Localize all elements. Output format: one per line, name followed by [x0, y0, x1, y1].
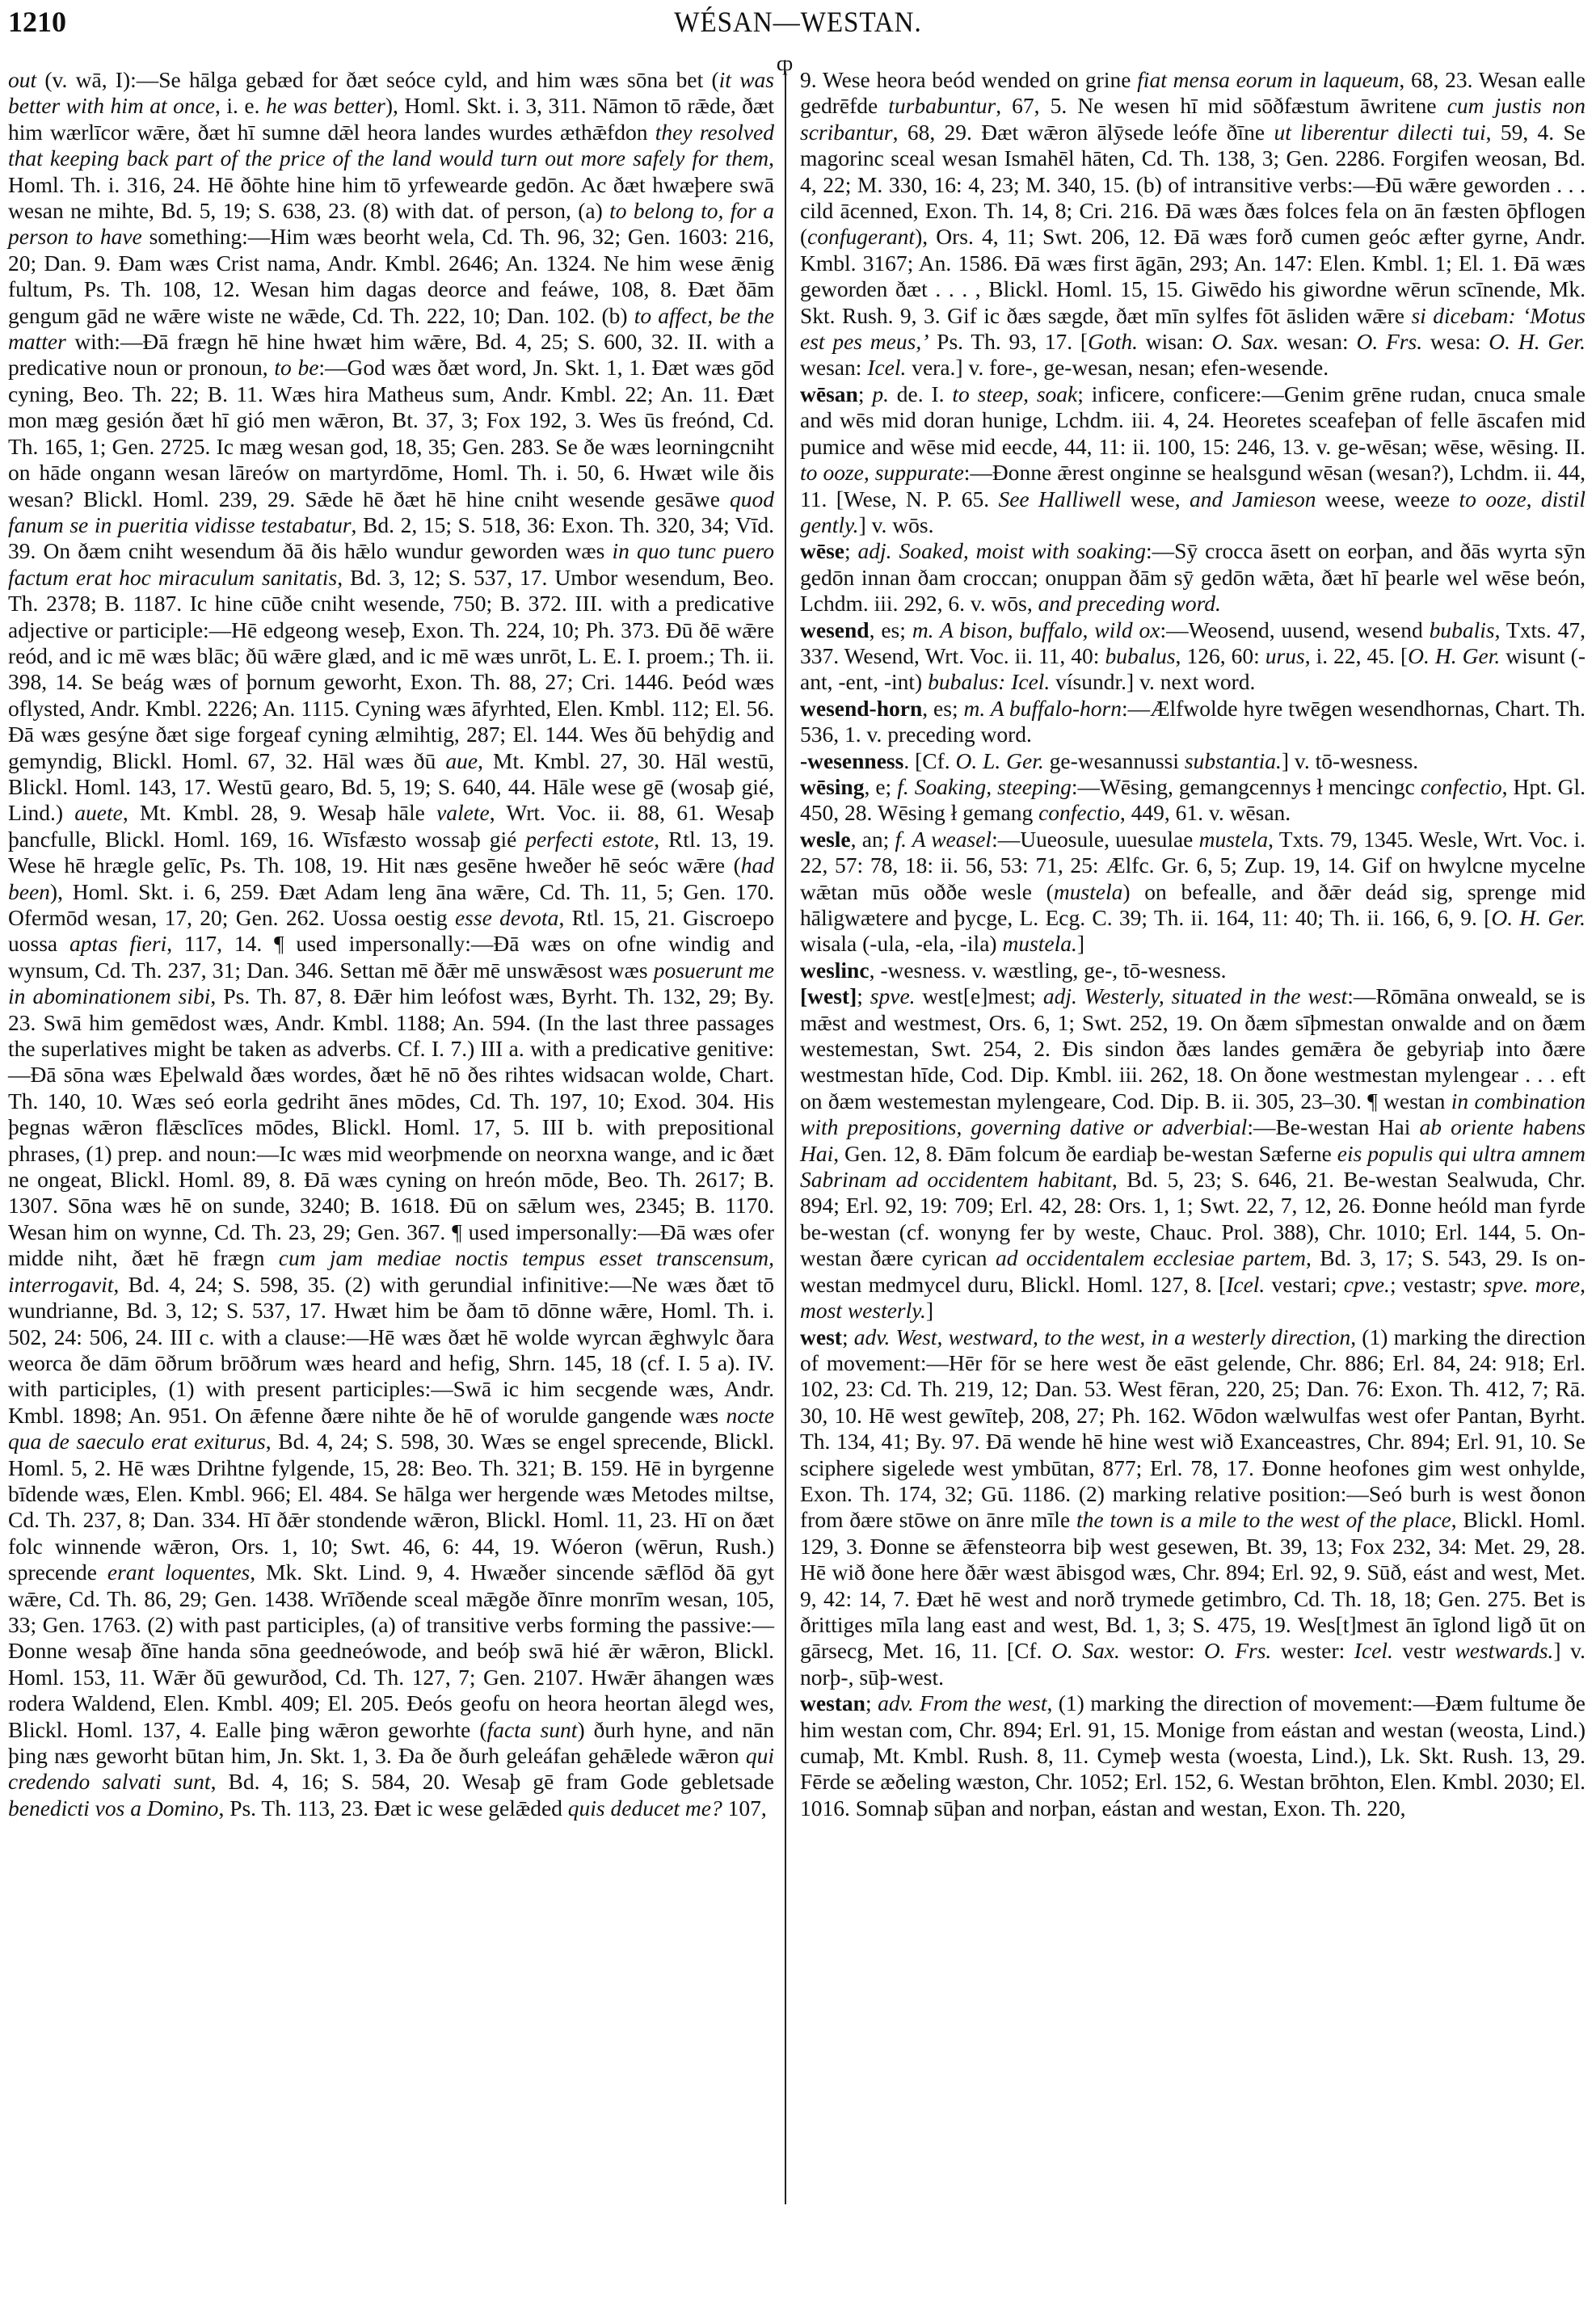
entry-text: , Bd. 4, 24; S. 598, 35. (2) with gerundial infinitive:—Ne wæs ðæt tō wundrianne, Bd. 3, 12; S. 537, 17. Hwæt him be ðam tō dōnne wǣre, Homl. Th. i. 502, 24: 506, 24. III c. with a clause:—Hē wæs ðæt hē wolde wyrcan ǣghwylc ðara weorca ðe dām ōðrum brōðrum wæs heard and hefig, Shrn. 145, 18 (cf. I. 5 a). IV. with participles, (1) with present participles:—Swā ic him secgende wæs, Andr. Kmbl. 1898; An. 951. On ǣfenne ðære nihte ðe hē of worulde gangende wæs [8, 1271, 774, 1428]
entry-text: :—Weosend, uusend, wesend [1160, 617, 1430, 642]
italic-gloss: O. Frs. [1356, 329, 1423, 355]
entry-text: ) on befealle, and ðǣr deád sig, sprenge mid hāligwætere and þycge, L. Ecg. C. 39; Th. ii. 164, 11: 40; Th. ii. 166, 6, 9. [ [800, 878, 1585, 930]
entry-text: , Bd. 3, 17; S. 543, 29. Is on-westan medmycel duru, Blickl. Homl. 127, 8. [ [800, 1245, 1585, 1297]
italic-gloss: Goth. [1088, 329, 1138, 355]
italic-gloss: bubalus: Icel. [928, 669, 1051, 695]
italic-gloss: valete [436, 800, 490, 826]
entry-text: wesan: [1278, 329, 1357, 355]
entry-text: , 67, 5. Ne wesen hī mid sōðfæstum āwritene [996, 93, 1447, 119]
italic-gloss: to steep, soak [952, 381, 1078, 406]
entry-text: , Txts. 79, 1345. Wesle, Wrt. Voc. i. 22, 57: 78, 18: ii. 56, 53: 71, 25: Ælfc. Gr. 6, 5; Zup. 19, 14. Gif on hwylcne mycelne wǣtan mūs oððe wesle ( [800, 826, 1586, 904]
italic-gloss: O. Sax. [1051, 1638, 1120, 1664]
italic-gloss: mustela [1198, 826, 1269, 852]
entry-text: wisunt (-ant, -ent, -int) [800, 642, 1585, 695]
italic-gloss: cum justis non scribantur [800, 93, 1586, 145]
entry-text: :—Be-westan Hai [1247, 1114, 1420, 1140]
italic-gloss: aptas fieri [69, 931, 167, 957]
entry-text: vísundr.] v. next word. [1050, 669, 1256, 695]
left-column [8, 67, 774, 1821]
entry-text: , Txts. 47, 337. Wesend, Wrt. Voc. ii. 11, 40: [800, 617, 1585, 668]
dictionary-entry [800, 696, 1585, 748]
entry-text: wisan: [1137, 329, 1212, 355]
entry-text: . [Cf. [903, 747, 956, 773]
dictionary-entry [800, 958, 1585, 983]
entry-text: something:—Him wæs beorht wela, Cd. Th. 96, 32; Gen. 1603: 216, 20; Dan. 9. Ðam wæs Crist nama, Andr. Kmbl. 2646; An. 1324. Ne him wese ǣnig fultum, Ps. Th. 108, 12. Wesan him dagas deorce and feáwe, 108, 8. Ðæt ðām gengum gād ne wǣre wiste ne wǣde, Cd. Th. 222, 10; Dan. 102. (b) [8, 224, 774, 328]
dictionary-entry [800, 67, 1585, 381]
italic-gloss: bubalis [1429, 617, 1495, 642]
entry-text: , i. 22, 45. [ [1304, 642, 1409, 668]
headword: wēse [800, 538, 844, 564]
entry-text: , (1) marking the direction of movement:—Hēr fōr se here west ðe eāst gelende, Chr. 886; Erl. 84, 24: 918; Erl. 102, 23: Cd. Th. 219, 12; Dan. 53. West fēran, 220, 25; Dan. 76: Exon. Th. 412, 7; Rā. 30, 10. Hē west gewīteþ, 208, 27; Ph. 162. Wōdon wælwulfas west ofer Pantan, Byrht. Th. 134, 41; By. 97. Ðā wende hē hine west wið Exanceastres, Chr. 894; Erl. 91, 10. Se sciphere sigelede west ymbūtan, 877; Erl. 78, 17. Ðonne heofones gim west onhylde, Exon. Th. 174, 32; Gū. 1186. (2) marking relative position:—Seó burh is west ðonon from ðære stōwe on ānre mīle [800, 1324, 1585, 1533]
italic-gloss: O. H. Ger. [1408, 642, 1501, 668]
entry-text: , Bd. 3, 12; S. 537, 17. Umbor wesendum, Beo. Th. 2378; B. 1187. Ic hine cūðe cniht wesende, 750; B. 372. III. with a predicative adjective or participle:—Hē edgeong weseþ, Exon. Th. 224, 10; Ph. 373. Ðū ðē wǣre reód, and ic mē wæs blāc; ðū wǣre glæd, and ic mē wæs unrōt, L. E. I. proem.; Th. ii. 398, 14. Se beág wæs of þornum geworht, Exon. Th. 88, 27; Cri. 1446. Þeód wæs oflysted, Andr. Kmbl. 2226; An. 1115. Cyning wæs āfyrhted, Elen. Kmbl. 112; El. 56. Ðā wæs gesýne ðæt sige forgeaf cyning ælmihtig, 287; El. 144. Wes ðū behȳdig and gemyndig, Blickl. Homl. 67, 32. Hāl wæs ðū [8, 564, 774, 773]
entry-text: , 126, 60: [1175, 642, 1265, 668]
italic-gloss: out [8, 67, 37, 92]
entry-text: , Bd. 4, 16; S. 584, 20. Wesaþ gē fram Gode gebletsade [210, 1769, 774, 1795]
entry-text: :—Uueosule, uuesulae [992, 826, 1199, 852]
italic-gloss: and Jamieson [1190, 486, 1316, 511]
entry-text: , 68, 23. Wesan ealle gedrēfde [800, 67, 1585, 119]
entry-text: , e; [864, 773, 898, 799]
entry-text: :—Ælfwolde hyre twēgen wesendhornas, Chart. Th. 536, 1. v. preceding word. [800, 695, 1585, 747]
italic-gloss: mustela. [1002, 931, 1077, 957]
italic-gloss: qui credendo salvati sunt [8, 1743, 774, 1795]
italic-gloss: substantia. [1184, 747, 1282, 773]
entry-text: ] [1076, 931, 1085, 957]
dictionary-entry [800, 774, 1585, 827]
italic-gloss: erant loquentes [107, 1560, 251, 1585]
italic-gloss: bubalus [1105, 642, 1176, 668]
page-number: 1210 [8, 6, 66, 38]
italic-gloss: confugerant [807, 224, 916, 250]
dictionary-entry [800, 748, 1585, 774]
italic-gloss: they resolved that keeping back part of the price of the land would turn out more safely for them [8, 119, 774, 171]
italic-gloss: perfecti estote [525, 826, 655, 852]
entry-text: , es; [922, 695, 964, 721]
italic-gloss: to be [274, 355, 319, 381]
italic-gloss: facta sunt [486, 1716, 578, 1742]
italic-gloss: turbabuntur [888, 93, 996, 119]
italic-gloss: spve. [870, 983, 916, 1009]
italic-gloss: aue [445, 747, 478, 773]
entry-text: , Wrt. Voc. ii. 88, 61. Wesaþ þancfulle, Blickl. Homl. 169, 16. Wīsfæsto wossaþ gié [8, 800, 774, 852]
headword: westan [800, 1690, 865, 1716]
entry-text: ; inficere, conficere:—Genim grēne rudan, cnuca smale and wēs mid doran hunige, Lchdm. iii. 4, 24. Heoretes sceafeþan of felle āscafen mid pumice and wēse mid eecde, 44, 11: ii. 100, 15: 246, 13. v. ge-wēsan; wēse, wēsing. II. [800, 381, 1585, 459]
italic-gloss: to ooze, suppurate [800, 460, 964, 486]
entry-text: (v. wā, I):—Se hālga gebæd for ðæt seóce cyld, and him wæs sōna bet ( [36, 67, 719, 92]
entry-text: wisala (-ula, -ela, -ila) [800, 931, 1003, 957]
entry-text: , Rtl. 13, 19. Wese hē hrægle gelīc, Ps. Th. 108, 19. Hit næs gesēne hweðer hē seóc wǣre ( [8, 826, 775, 878]
headword: west [800, 1324, 842, 1349]
running-title: WÉSAN—WESTAN. [674, 6, 922, 38]
entry-text: ), Ors. 4, 11; Swt. 206, 12. Ðā wæs forð cumen geóc æfter gyrne, Andr. Kmbl. 3167; An. 1586. Ðā wæs first āgān, 293; An. 147: Elen. Kmbl. 1; El. 1. Ðā wæs geworden ðæt . . . , Blickl. Homl. 15, 15. Giwēdo his giwordne wērun scīnende, Mk. Skt. Rush. 9, 3. Gif ic ðæs sægde, ðæt mīn sylfes fōt āsliden wǣre [800, 224, 1585, 328]
italic-gloss: quis deducet me? [567, 1795, 722, 1821]
italic-gloss: O. H. Ger. [1491, 905, 1585, 930]
italic-gloss: ab oriente habens Hai [800, 1114, 1585, 1166]
entry-text: ; [841, 1324, 854, 1349]
entry-text: 107, [722, 1795, 767, 1821]
entry-text: ) ðurh hyne, and nān þing næs geworht būtan him, Jn. Skt. 1, 3. Ða ðe ðurh geleáfan gehǣlede wǣron [8, 1716, 774, 1768]
italic-gloss: auete [74, 800, 123, 826]
entry-text: :—Rōmāna onweald, se is mǣst and westmest, Ors. 6, 1; Swt. 252, 19. On ðæm sīþmestan onwalde and on ðæm westemestan, Swt. 254, 2. Ðis sindon ðæs landes gemǣra ðe gebyriaþ into ðære westmestan hīde, Cod. Dip. Kmbl. iii. 262, 18. On ðone westmestan mylengear . . . eft on ðæm westemestan mylengeare, Cod. Dip. B. ii. 305, 23–30. ¶ westan [800, 983, 1585, 1113]
entry-text: , Homl. Th. i. 316, 24. Hē ðōhte hine him tō yrfewearde gedōn. Ac ðæt hwæþere swā wesan ne mihte, Bd. 5, 19; S. 638, 23. (8) with dat. of person, (a) [8, 145, 774, 224]
italic-gloss: had been [8, 852, 774, 904]
entry-text: , 117, 14. ¶ used impersonally:—Ðā wæs on ofne windig and wynsum, Cd. Th. 237, 31; Dan. 346. Settan mē ðǣr mē unswǣsost wæs [8, 931, 774, 983]
entry-text: vestari; [1265, 1271, 1344, 1297]
italic-gloss: urus [1265, 642, 1305, 668]
italic-gloss: f. A weasel [895, 826, 992, 852]
headword: wesle [800, 826, 851, 852]
dictionary-entry [800, 381, 1585, 538]
entry-text: westor: [1119, 1638, 1204, 1664]
dictionary-entry [800, 827, 1585, 958]
entry-text: , Hpt. Gl. 450, 28. Wēsing ł gemang [800, 773, 1585, 826]
italic-gloss: O. Sax. [1211, 329, 1279, 355]
entry-text: , Bd. 4, 24; S. 598, 30. Wæs se engel sprecende, Blickl. Homl. 5, 2. Hē wæs Drihtne fylgende, 15, 28: Beo. Th. 321; B. 159. Hē in byrgenne bīdende wæs, Elen. Kmbl. 966; El. 484. Se hālga wer hergende wæs Metodes miltse, Cd. Th. 237, 8; Dan. 334. Hī ðǣr stondende wǣron, Blickl. Homl. 11, 23. Hī on ðæt folc winnende wǣron, Ors. 1, 10; Swt. 46, 6: 44, 19. Wóeron (wērun, Rush.) sprecende [8, 1429, 774, 1585]
entry-text: ge-wesannussi [1043, 747, 1185, 773]
entry-text: ), Homl. Skt. i. 6, 259. Ðæt Adam leng āna wǣre, Cd. Th. 11, 5; Gen. 170. Ofermōd wesan, 17, 20; Gen. 262. Uossa oestig [8, 878, 774, 930]
italic-gloss: O. H. Ger. [1489, 329, 1585, 355]
italic-gloss: O. Frs. [1203, 1638, 1272, 1664]
entry-text: , Mk. Skt. Lind. 9, 4. Hwæðer sincende sǣflōd ðā gyt wǣre, Cd. Th. 86, 29; Gen. 1438. Wrīðende sceal mǣgðe ðīnre monrīm wesan, 105, 33; Gen. 1763. (2) with past participles, (a) of transitive verbs forming the passive:—Ðonne wesaþ ðīne handa sōna geedneówode, and beóþ swā hié ǣr wǣron, Blickl. Homl. 153, 11. Wǣr ðū gewurðod, Cd. Th. 127, 7; Gen. 2107. Hwǣr āhangen wæs rodera Waldend, Elen. Kmbl. 409; El. 205. Ðeós geofu on heora heortan ālegd wes, Blickl. Homl. 137, 4. Ealle þing wǣron geworhte ( [8, 1560, 774, 1742]
italic-gloss: cpve. [1343, 1271, 1390, 1297]
entry-text: , Mt. Kmbl. 28, 9. Wesaþ hāle [122, 800, 437, 826]
entry-text: , 68, 29. Ðæt wǣron ālȳsede leófe ðīne [892, 119, 1274, 145]
entry-text: ] v. wōs. [858, 511, 934, 537]
italic-gloss: Icel. [1226, 1271, 1265, 1297]
dictionary-entry [800, 1690, 1585, 1821]
italic-gloss: quod fanum se in pueritia vidisse testabatur [8, 486, 774, 537]
italic-gloss: Icel. [867, 355, 907, 381]
italic-gloss: ut liberentur dilecti tui [1274, 119, 1486, 145]
entry-text: , Bd. 2, 15; S. 518, 36: Exon. Th. 320, 34; Vīd. 39. On ðæm cniht wesendum ðā ðis hǣlo wundur geworden wæs [8, 511, 774, 564]
entry-text: ; [857, 381, 873, 406]
entry-text: ; [865, 1690, 878, 1716]
entry-text: ] v. tō-wesness. [1281, 747, 1419, 773]
entry-text: , Rtl. 15, 21. Giscroepo uossa [8, 905, 775, 957]
entry-text: :—Wēsing, gemangcennys ł mencingc [1071, 773, 1421, 799]
italic-gloss: Icel. [1354, 1638, 1393, 1664]
dictionary-entry [800, 1324, 1585, 1691]
italic-gloss: mustela [1053, 878, 1123, 904]
headword: wēsing [800, 773, 865, 799]
entry-text: 9. Wese heora beód wended on grine [800, 67, 1138, 92]
entry-text: wesan: [800, 355, 868, 381]
entry-text: , 59, 4. Se magorinc sceal wesan Ismahēl hāten, Cd. Th. 138, 3; Gen. 2286. Forgifen weosan, Bd. 4, 22; M. 330, 16: 4, 23; M. 340, 15. (b) of intransitive verbs:—Ðū wǣre geworden . . . cild ācenned, Exon. Th. 14, 8; Cri. 216. Ðā wæs ðæs folces fela on ān fæsten ōþflogen ( [800, 119, 1585, 250]
divider-ornament: ȹ [777, 52, 794, 75]
italic-gloss: adj. Westerly, situated in the west [1042, 983, 1348, 1009]
entry-text: :—Ðonne ǣrest onginne se healsgund wēsan (wesan?), Lchdm. ii. 44, 11. [Wese, N. P. 65. [800, 460, 1585, 511]
headword: wesend [800, 617, 870, 642]
italic-gloss: to belong to, for a person to have [8, 198, 774, 250]
entry-text: , an; [850, 826, 895, 852]
entry-text: :—God wæs ðæt word, Jn. Skt. 1, 1. Ðæt wæs gōd cyning, Beo. Th. 22; B. 11. Wæs hira Matheus sum, Andr. Kmbl. 22; An. 11. Ðæt mon mæg gesión ðæt hī gió men wǣron, Bt. 37, 3; Fox 192, 3. Wes ūs freónd, Cd. Th. 165, 1; Gen. 2725. Ic mæg wesan god, 18, 35; Gen. 283. Se ðe wæs leorningcniht on hāde ongann wesan lāreów on martyrdōme, Homl. Th. i. 50, 6. Hwæt wile ðis wesan? Blickl. Homl. 239, 29. Sǣde hē ðæt hē hine cniht wesende gesāwe [8, 355, 774, 511]
dictionary-entry [800, 617, 1585, 696]
headword: weslinc [800, 957, 870, 983]
entry-text: ] v. norþ-, sūþ-west. [800, 1638, 1585, 1690]
headword: -wesenness [800, 747, 904, 773]
entry-text: , Ps. Th. 87, 8. Ðǣr him leófost wæs, Byrht. Th. 132, 29; By. 23. Swā him gemēdost wæs, Andr. Kmbl. 1188; An. 594. (In the last three passages the superlatives might be taken as adverbs. Cf. I. 7.) III a. with a predicative genitive:—Ðā sōna wæs Eþelwald ðæs wordes, ðæt hē nō ðes rihtes widsacan wolde, Chart. Th. 140, 10. Wæs seó eorla gedriht ānes mōdes, Cd. Th. 197, 10; Exod. 304. His þegnas wǣron flǣsclīces mōdes, Blickl. Homl. 17, 5. III b. with prepositional phrases, (1) prep. and noun:—Ic wæs mid weorþmende on neorxna wange, and ic ðæt ne ongeat, Blickl. Homl. 89, 8. Ðā wæs cyning on hreón mōde, Beo. Th. 2617; B. 1307. Sōna wæs hē on sunde, 3240; B. 1618. Ðū on sǣlum wes, 2345; B. 1170. Wesan him on wynne, Cd. Th. 23, 29; Gen. 367. ¶ used impersonally:—Ðā wæs ofer midde niht, ðæt hē frægn [8, 983, 774, 1271]
headword: wesend-horn [800, 695, 923, 721]
italic-gloss: O. L. Ger. [955, 747, 1044, 773]
headword: [west] [800, 983, 857, 1009]
entry-text: de. I. [888, 381, 953, 406]
entry-text: , 449, 61. v. wēsan. [1119, 800, 1291, 826]
italic-gloss: eis populis qui ultra amnem Sabrinam ad occidentem habitant [800, 1140, 1585, 1193]
italic-gloss: adj. Soaked, moist with soaking [857, 538, 1147, 564]
italic-gloss: adv. From the west [878, 1690, 1047, 1716]
entry-text: with:—Ðā frægn hē hine hwæt him wǣre, Bd. 4, 25; S. 600, 32. II. with a predicative noun or pronoun, [8, 329, 774, 381]
italic-gloss: and preceding word. [1038, 591, 1221, 617]
italic-gloss: the town is a mile to the west of the place [1076, 1507, 1451, 1533]
dictionary-entry [800, 538, 1585, 617]
entry-text: Ps. Th. 93, 17. [ [929, 329, 1089, 355]
italic-gloss: he was better [265, 93, 385, 119]
entry-text: , Gen. 12, 8. Ðām folcum ðe eardiaþ be-westan Sæferne [833, 1140, 1337, 1166]
entry-text: vestr [1392, 1638, 1455, 1664]
italic-gloss: to affect, be the matter [8, 302, 774, 355]
entry-text: west[e]mest; [915, 983, 1043, 1009]
entry-text: , -wesness. v. wæstling, ge-, tō-wesness. [869, 957, 1227, 983]
italic-gloss: esse devota [454, 905, 559, 930]
entry-text: ; [844, 538, 858, 564]
entry-text: vera.] v. fore-, ge-wesan, nesan; efen-wesende. [906, 355, 1329, 381]
italic-gloss: si dicebam: ‘Motus est pes meus,’ [800, 302, 1585, 355]
italic-gloss: m. A bison, buffalo, wild ox [912, 617, 1160, 642]
entry-text: , i. e. [215, 93, 266, 119]
italic-gloss: in combination with prepositions, governing dative or adverbial [800, 1088, 1585, 1140]
italic-gloss: spve. more, most westerly. [800, 1271, 1585, 1324]
entry-text: ; [857, 983, 870, 1009]
italic-gloss: nocte qua de saeculo erat exiturus [8, 1402, 774, 1454]
italic-gloss: ad occidentalem ecclesiae partem [995, 1245, 1306, 1271]
italic-gloss: adv. West, westward, to the west, in a westerly direction [853, 1324, 1351, 1349]
entry-text: weese, weeze [1316, 486, 1459, 511]
entry-text: wester: [1271, 1638, 1354, 1664]
entry-text: ), Homl. Skt. i. 3, 311. Nāmon tō rǣde, ðæt him wærlīcor wǣre, ðæt hī sumne dǣl heora landes wurdes æthǣfdon [8, 93, 774, 145]
italic-gloss: m. A buffalo-horn [963, 695, 1122, 721]
headword: wēsan [800, 381, 858, 406]
italic-gloss: cum jam mediae noctis tempus esset transcensum, interrogavit [8, 1245, 775, 1297]
entry-text: , Blickl. Homl. 129, 3. Ðonne se ǣfensteorra biþ west gesewen, Bt. 39, 13; Fox 232, 34: Met. 29, 28. Hē wið ðone here ðǣr wæst ābisgod wæs, Chr. 894; Erl. 92, 9. Sūð, eást and west, Met. 9, 42: 14, 7. Ðæt hē west and norð trymede getimbro, Cd. Th. 18, 18; Gen. 275. Bet is ðrittiges mīla lang east and west, Bd. 1, 3; S. 475, 19. Wes[t]mest ān īglond ligð ūt on gārsecg, Met. 16, 11. [Cf. [800, 1507, 1585, 1664]
column-divider [785, 71, 786, 2204]
entry-text: wesa: [1422, 329, 1489, 355]
italic-gloss: benedicti vos a Domino [8, 1795, 219, 1821]
right-column [800, 67, 1585, 1821]
entry-text: :—Sȳ crocca āsett on eorþan, and ðās wyrta sȳn gedōn innan ðam croccan; onuppan ðām sȳ gedōn wǣta, ðæt hī þearle wel wēse beón, Lchdm. iii. 292, 6. v. wōs, [800, 538, 1585, 617]
entry-text: , Ps. Th. 113, 23. Ðæt ic wese gelǣded [218, 1795, 568, 1821]
italic-gloss: p. [872, 381, 889, 406]
italic-gloss: fiat mensa eorum in laqueum [1137, 67, 1400, 92]
italic-gloss: confectio [1420, 773, 1502, 799]
entry-text: , es; [869, 617, 912, 642]
italic-gloss: f. Soaking, steeping [897, 773, 1072, 799]
italic-gloss: to ooze, distil gently. [800, 486, 1585, 537]
entry-text: , (1) marking the direction of movement:—Ðæm fultume ðe him westan com, Chr. 894; Erl. 91, 15. Monige from eástan and westan (weosta, Lind.) cumaþ, Mt. Kmbl. Rush. 8, 11. Cymeþ westa (woesta, Lind.), Lk. Skt. Rush. 13, 29. Fērde se æðeling wæston, Chr. 1052; Erl. 152, 6. Westan brōhton, Elen. Kmbl. 2030; El. 1016. Somnaþ sūþan and norþan, eástan and westan, Exon. Th. 220, [800, 1690, 1586, 1821]
italic-gloss: posuerunt me in abominationem sibi [8, 957, 774, 1009]
italic-gloss: in quo tunc puero factum erat hoc miraculum sanitatis [8, 538, 775, 590]
italic-gloss: See Halliwell [998, 486, 1122, 511]
italic-gloss: westwards. [1455, 1638, 1554, 1664]
italic-gloss: confectio [1038, 800, 1120, 826]
dictionary-entry [8, 67, 774, 1821]
entry-text: wese, [1121, 486, 1190, 511]
entry-text: ] [925, 1298, 934, 1324]
entry-text: , Mt. Kmbl. 27, 30. Hāl westū, Blickl. Homl. 143, 17. Westū gearo, Bd. 5, 19; S. 640, 44. Hāle wese gē (wosaþ gié, Lind.) [8, 747, 774, 826]
dictionary-entry [800, 983, 1585, 1324]
italic-gloss: it was better with him at once [8, 67, 774, 119]
entry-text: ; vestastr; [1389, 1271, 1484, 1297]
entry-text: , Bd. 5, 23; S. 646, 21. Be-westan Sealwuda, Chr. 894; Erl. 92, 19: 709; Erl. 42, 28: Ors. 1, 1; Swt. 22, 7, 12, 26. Ðonne heóld man fyrde be-westan (cf. wonyng fer by weste, Chauc. Prol. 388), Chr. 1010; Erl. 144, 5. On-westan ðære cyrican [800, 1167, 1585, 1271]
